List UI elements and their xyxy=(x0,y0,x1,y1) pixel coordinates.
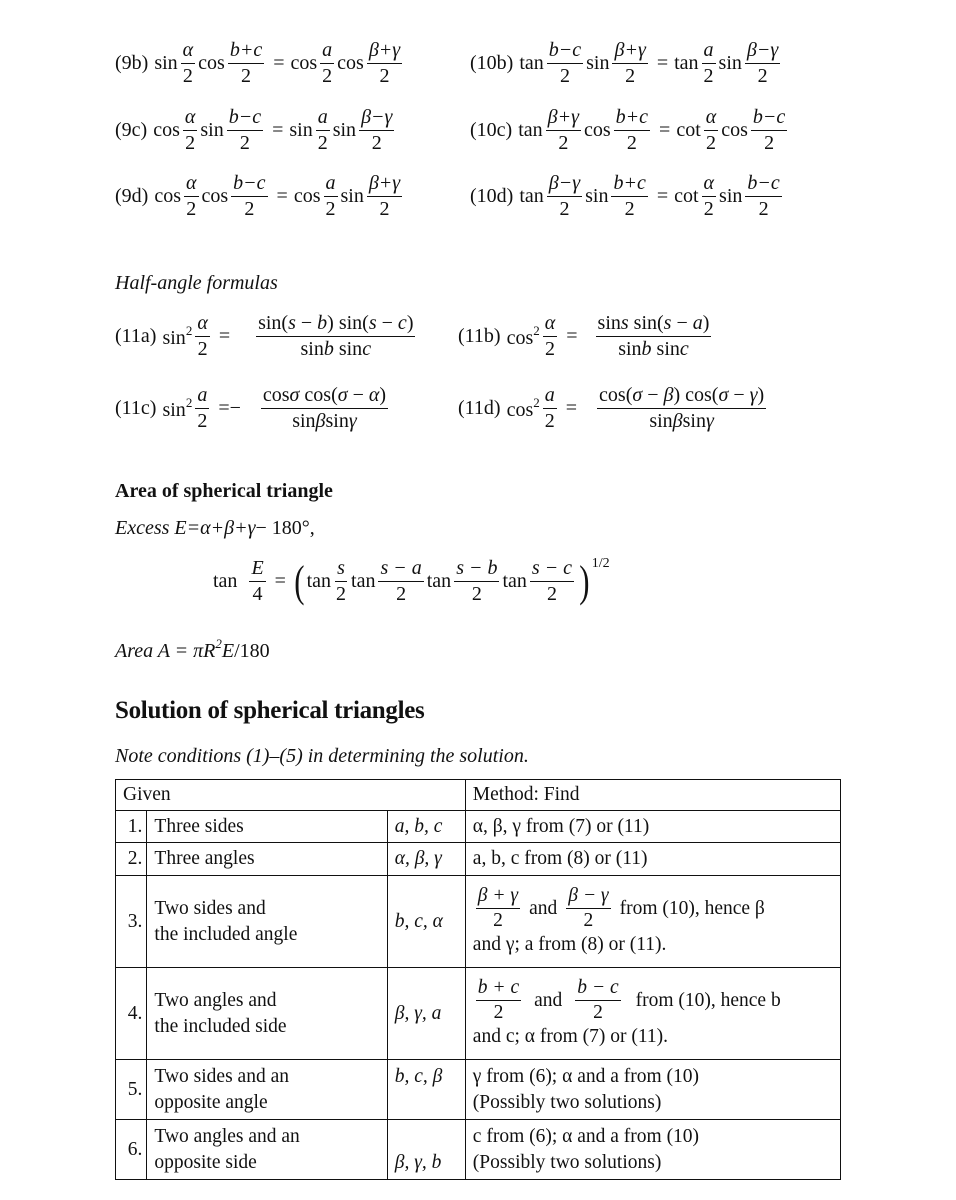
row-given: Two sides and an opposite angle xyxy=(147,1060,387,1120)
row-given: Two angles and the included side xyxy=(147,968,387,1060)
area-heading: Area of spherical triangle xyxy=(115,480,333,502)
row-vars: b, c, β xyxy=(387,1060,465,1120)
row-method: c from (6); α and a from (10) (Possibly two solutions) xyxy=(465,1120,840,1180)
formula-10c: (10c) tan $\frac{\beta+\gamma}{2}$ cos $\frac{b+c}{2}$ = cot $\frac{\alpha}{2}$ cos $\frac{b-c}{2}$ xyxy=(470,106,786,154)
table-row xyxy=(116,843,841,876)
row-method: γ from (6); α and a from (10) (Possibly two solutions) xyxy=(465,1060,840,1120)
row-number: 2. xyxy=(116,843,147,876)
row-method: $\frac{b + c}{2}$ and $\frac{b - c}{2}$ from (10), hence b and c; α from (7) or (11). xyxy=(465,968,840,1060)
table-row xyxy=(116,876,841,968)
formula-9d: (9d) cos $\frac{\alpha}{2}$ cos $\frac{b-c}{2}$ = cos $\frac{a}{2}$ sin $\frac{\beta+\gamma}{2}$ xyxy=(115,172,401,220)
row-given: Three angles xyxy=(147,843,387,876)
formula-11a: (11a) $\sin^2$ $\frac{\alpha}{2}$ = $\frac{\sin(s - b) \sin(s - c)}{\text{sinb sinc}}$ xyxy=(115,312,414,360)
row-vars: β, γ, b xyxy=(387,1120,465,1180)
header-given: Given xyxy=(116,780,466,811)
tan-excess-formula: tan $\frac{E}{4}$ = ( tan $\frac{s}{2}$ tan $\frac{s - a}{2}$ tan $\frac{s - b}{2}$ tan $\frac{s - c}{2}$ ) 1/2 xyxy=(213,556,610,606)
formula-11c: (11c) $\sin^2$ $\frac{a}{2}$ =− $\frac{\text{cosσ cos(σ − α)}}{\sin\beta\sin\gamma}$ xyxy=(115,384,387,432)
table-row xyxy=(116,968,841,1060)
solution-heading: Solution of spherical triangles xyxy=(115,697,425,724)
header-method: Method: Find xyxy=(465,780,840,811)
area-line: Area $A = \pi R^2E/180$ xyxy=(115,636,270,662)
excess-line: Excess E=α+β+γ− 180°, xyxy=(115,517,315,539)
row-number: 1. xyxy=(116,811,147,843)
half-angle-heading: Half-angle formulas xyxy=(115,272,278,294)
formula-11b: (11b) $\cos^2$ $\frac{\alpha}{2}$ = $\frac{\text{sins sin(s − a)}}{\text{sinb sinc}}$ xyxy=(458,312,710,360)
row-number: 6. xyxy=(116,1120,147,1180)
row-number: 5. xyxy=(116,1060,147,1120)
formula-11d: (11d) $\cos^2$ $\frac{a}{2}$ = $\frac{\cos(\sigma - \beta) \cos(\sigma - \gamma)}{\sin\beta\sin\gamma}$ xyxy=(458,384,765,432)
row-vars: a, b, c xyxy=(387,811,465,843)
table-row xyxy=(116,1120,841,1180)
formula-9c: (9c) cos $\frac{\alpha}{2}$ sin $\frac{b-c}{2}$ = sin $\frac{a}{2}$ sin $\frac{\beta-\gamma}{2}$ xyxy=(115,106,393,154)
table-row xyxy=(116,811,841,843)
row-number: 3. xyxy=(116,876,147,968)
formula-10b: (10b) tan $\frac{b-c}{2}$ sin $\frac{\beta+\gamma}{2}$ = tan $\frac{a}{2}$ sin $\frac{\beta-\gamma}{2}$ xyxy=(470,39,779,87)
row-given: Two angles and an opposite side xyxy=(147,1120,387,1180)
table-header-row xyxy=(116,780,841,811)
table-row xyxy=(116,1060,841,1120)
formula-9b: (9b) sin $\frac{\alpha}{2}$ cos $\frac{b+c}{2}$ = cos $\frac{a}{2}$ cos $\frac{\beta+\gamma}{2}$ xyxy=(115,39,401,87)
row-vars: α, β, γ xyxy=(387,843,465,876)
row-method: a, b, c from (8) or (11) xyxy=(465,843,840,876)
row-method: $\frac{\beta + \gamma}{2}$ and $\frac{\beta - \gamma}{2}$ from (10), hence β and γ; a from (8) or (11). xyxy=(465,876,840,968)
row-given: Three sides xyxy=(147,811,387,843)
row-number: 4. xyxy=(116,968,147,1060)
formula-10d: (10d) tan $\frac{\beta-\gamma}{2}$ sin $\frac{b+c}{2}$ = cot $\frac{\alpha}{2}$ sin $\frac{b-c}{2}$ xyxy=(470,172,780,220)
row-vars: b, c, α xyxy=(387,876,465,968)
solution-note: Note conditions (1)–(5) in determining the solution. xyxy=(115,745,529,767)
row-given: Two sides and the included angle xyxy=(147,876,387,968)
row-vars: β, γ, a xyxy=(387,968,465,1060)
solution-table xyxy=(115,779,841,1180)
row-method: α, β, γ from (7) or (11) xyxy=(465,811,840,843)
